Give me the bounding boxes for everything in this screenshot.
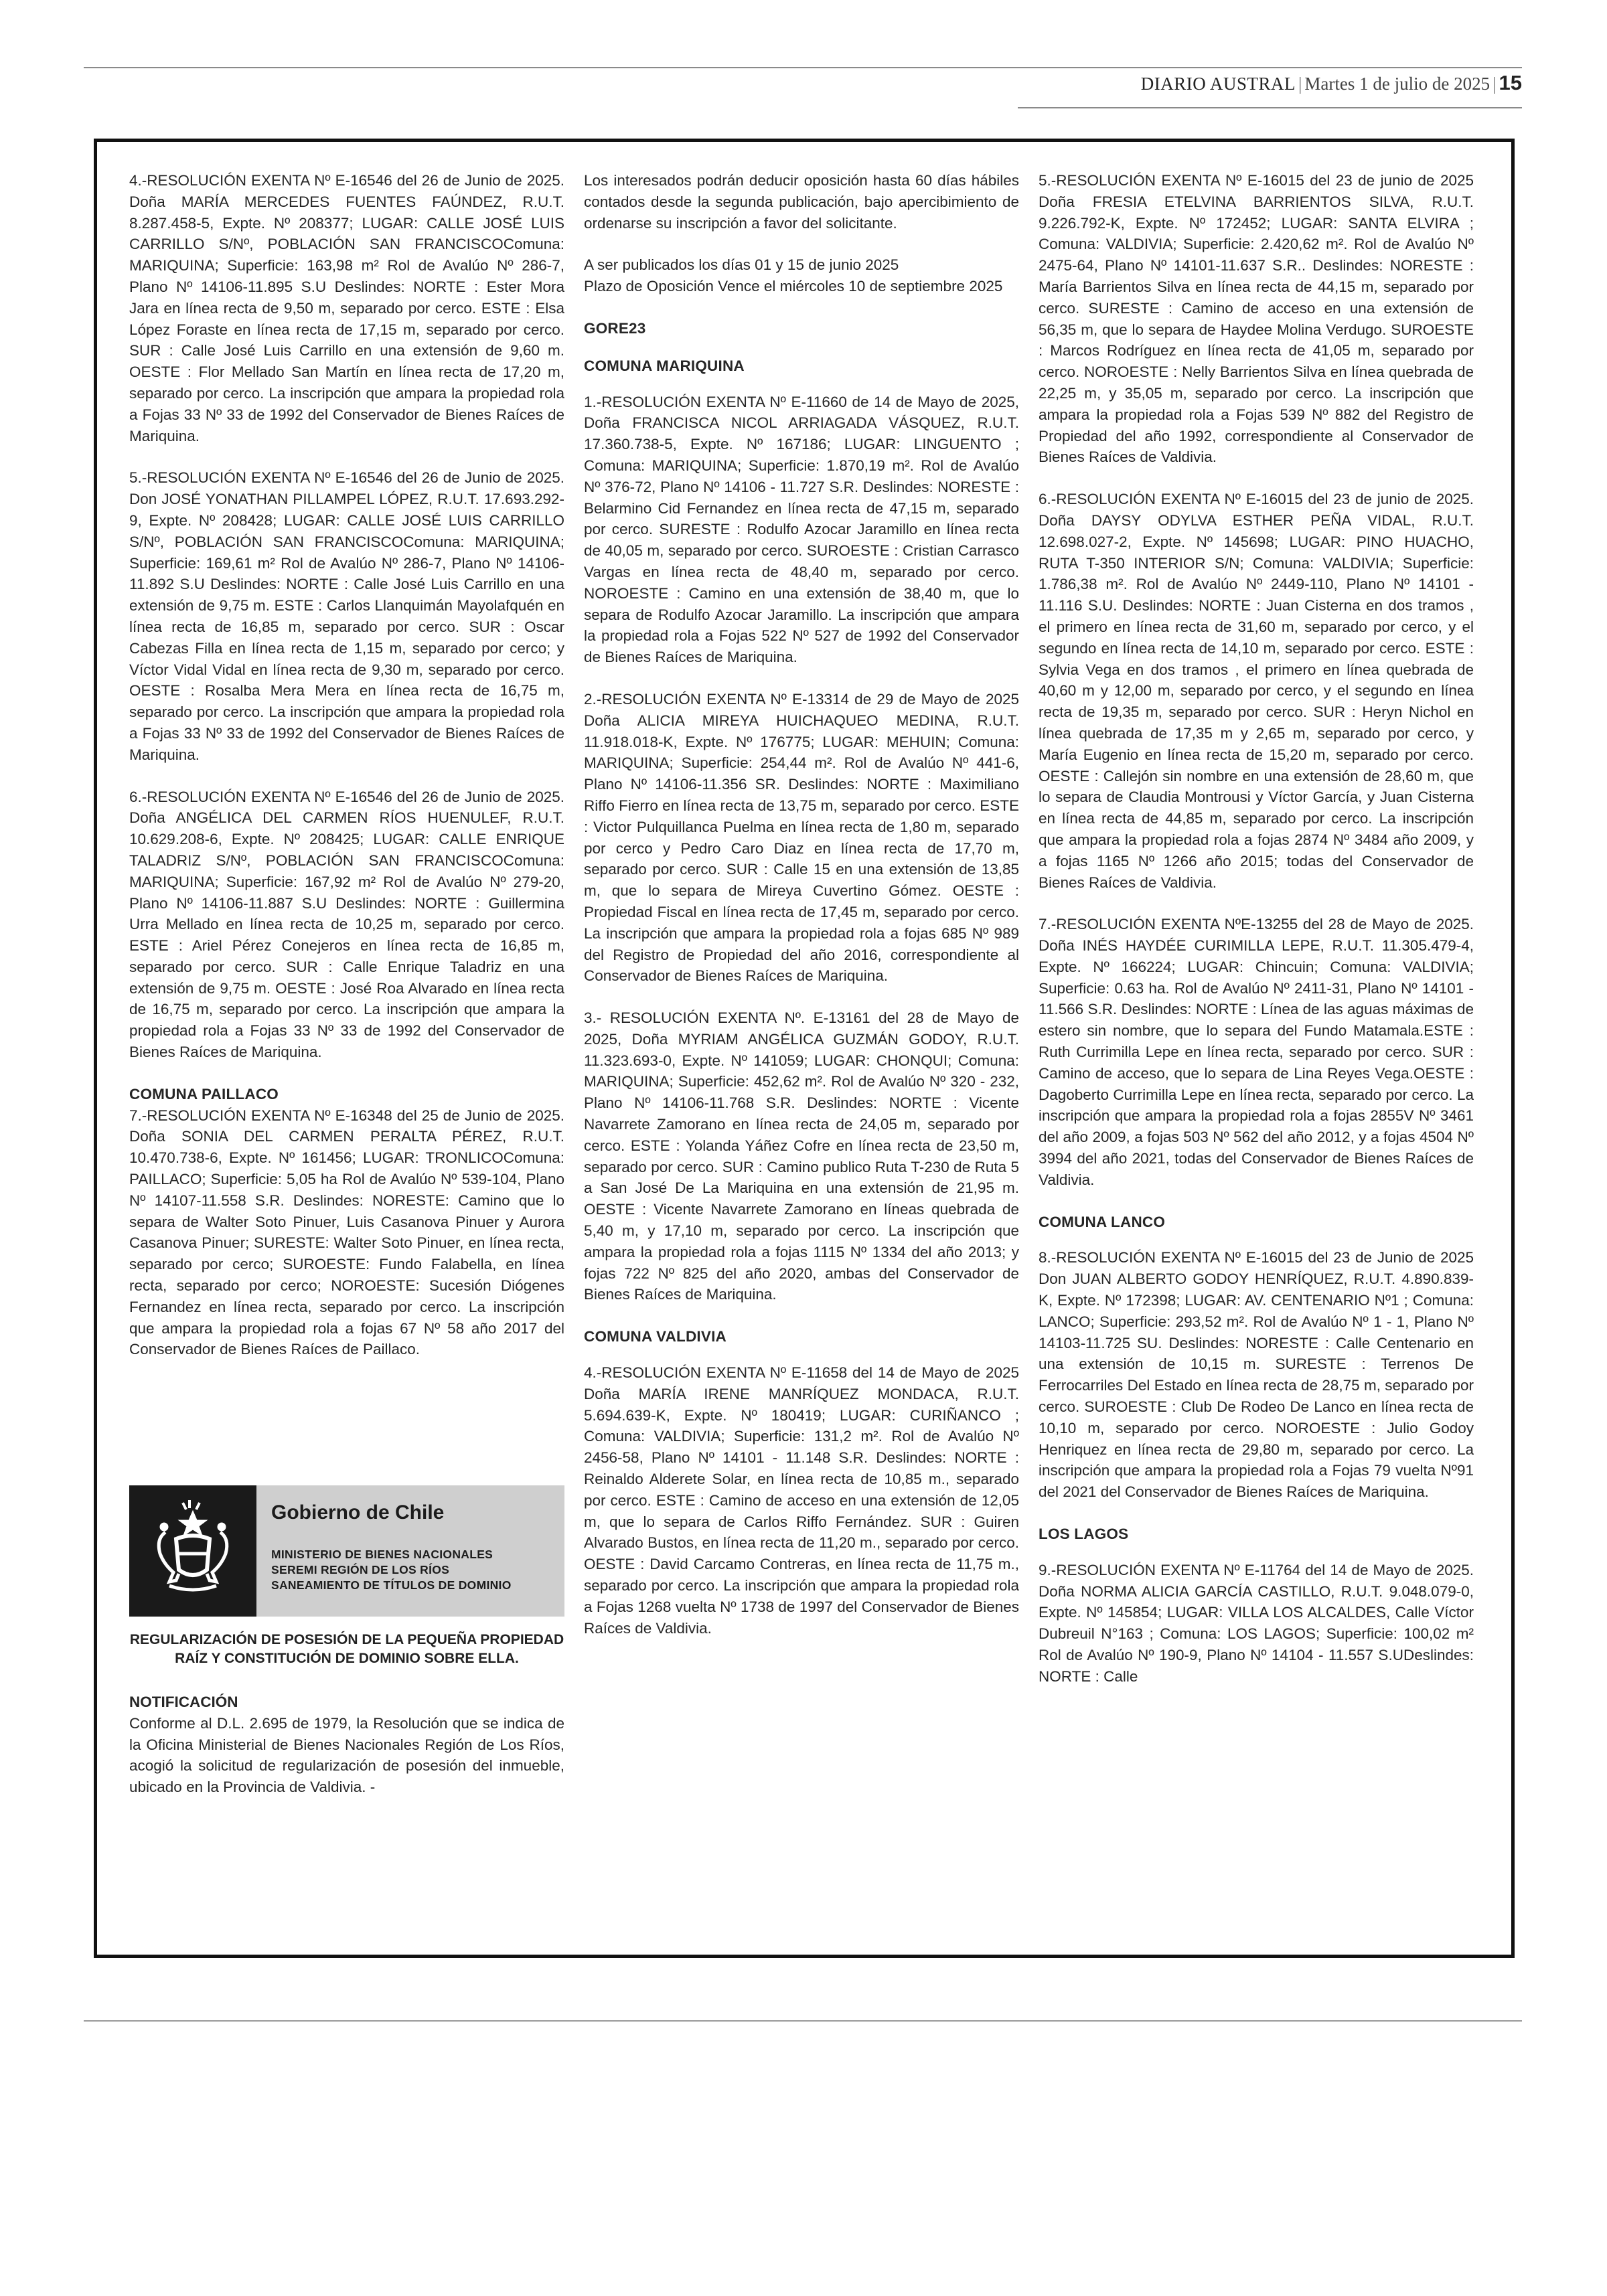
legal-notice-box [94,139,1515,1958]
ministry-line: MINISTERIO DE BIENES NACIONALES [271,1548,493,1561]
resolution-5-valdivia: 5.-RESOLUCIÓN EXENTA Nº E-16015 del 23 de junio de 2025 Doña FRESIA ETELVINA BARRIENTOS SILVA, R.U.T. 9.226.792-K, Expte. Nº 172452; LUGAR: SANTA ELVIRA ; Comuna: VALDIVIA; Superficie: 2.420,62 m². Rol de Avalúo Nº 2475-64, Plano Nº 14101-11.637 S.R.. Deslindes: NORESTE : María Barrientos Silva en línea recta de 44,15 m, separado por cerco. SURESTE : Camino de acceso en una extensión de 56,35 m, que lo separa de Haydee Molina Verdugo. SUROESTE : Marcos Rodríguez en línea recta de 41,05 m, separado por cerco. NOROESTE : Nelly Barrientos Silva en línea quebrada de 22,25 m, y 35,05 m, separado por cerco. La inscripción que ampara la propiedad rola a Fojas 539 Nº 882 del Registro de Propiedad del año 1992, correspondiente al Conservador de Bienes Raíces de Valdivia. [1039,172,1474,466]
top-rule [84,67,1522,68]
resolution-6-valdivia: 6.-RESOLUCIÓN EXENTA Nº E-16015 del 23 de junio de 2025. Doña DAYSY ODYLVA ESTHER PEÑA VIDAL, R.U.T. 12.698.027-2, Expte. Nº 145698; LUGAR: PINO HUACHO, RUTA T-350 INTERIOR S/N; Comuna: VALDIVIA; Superficie: 1.786,38 m². Rol de Avalúo Nº 2449-110, Plano Nº 14101 - 11.116 S.U. Deslindes: NORTE : Juan Cisterna en dos tramos , el primero en línea recta de 31,60 m, separado por cerco, y el segundo en línea recta de 14,10 m, separado por cerco. ESTE : Sylvia Vega en dos tramos , el primero en línea quebrada de 40,60 m y 12,00 m, separado por cerco, y el segundo en línea recta de 19,35 m, separado por cerco. SUR : Heryn Nichol en línea quebrada de 17,35 m y 2,65 m, separado por cerco, y María Eugenio en línea recta de 15,20 m, separado por cerco. OESTE : Callejón sin nombre en una extensión de 28,60 m, que lo separa de Claudia Montrousi y Víctor García, y Juan Cisterna en línea recta de 44,85 m, separado por cerco. La inscripción que ampara la propiedad rola a fojas 2874 Nº 3484 año 2009, y a fojas 1165 Nº 1266 año 2015; todas del Conservador de Bienes Raíces de Valdivia. [1039,491,1474,891]
resolution-1-mariquina: 1.-RESOLUCIÓN EXENTA Nº E-11660 de 14 de Mayo de 2025, Doña FRANCISCA NICOL ARRIAGADA VÁSQUEZ, R.U.T. 17.360.738-5, Expte. Nº 167186; LUGAR: LINGUENTO ; Comuna: MARIQUINA; Superficie: 1.870,19 m². Rol de Avalúo Nº 376-72, Plano Nº 14106 - 11.727 S.R. Deslindes: NORESTE : Belarmino Cid Fernandez en línea recta de 47,15 m, separado por cerco. SURESTE : Rodulfo Azocar Jaramillo en línea recta de 40,05 m, separado por cerco. SUROESTE : Cristian Carrasco Vargas en línea recta de 48,40 m, separado por cerco. NOROESTE : Camino en una extensión de 38,40 m, que lo separa de Rodulfo Azocar Jaramillo. La inscripción que ampara la propiedad rola a Fojas 522 Nº 527 de 1992 del Conservador de Bienes Raíces de Mariquina. [584,393,1019,666]
header-underline [1018,107,1522,108]
government-logo-box [129,1485,564,1617]
notification-section [129,1692,564,1798]
resolution-3-mariquina: 3.- RESOLUCIÓN EXENTA Nº. E-13161 del 28 de Mayo de 2025, Doña MYRIAM ANGÉLICA GUZMÁN GODOY, R.U.T. 11.323.693-0, Expte. Nº 141059; LUGAR: CHONQUI; Comuna: MARIQUINA; Superficie: 452,62 m². Rol de Avalúo Nº 320 - 232, Plano Nº 14106-11.768 S.R. Deslindes: NORTE : Vicente Navarrete Zamorano en línea recta de 24,05 m, separado por cerco. ESTE : Yolanda Yáñez Cofre en línea recta de 23,50 m, separado por cerco. SUR : Camino publico Ruta T-230 de Ruta 5 a San José De La Mariquina en una extensión de 21,95 m. OESTE : Vicente Navarrete Zamorano en líneas quebrada de 5,40 m, y 17,10 m, separado por cerco. La inscripción que ampara la propiedad rola a fojas 1115 Nº 1334 del año 2013; y fojas 722 Nº 825 del año 2020, ambas del Conservador de Bienes Raíces de Mariquina. [584,1009,1019,1303]
section-heading-los-lagos: LOS LAGOS [1039,1526,1129,1543]
government-text-panel [256,1485,564,1617]
program-line: SANEAMIENTO DE TÍTULOS DE DOMINIO [271,1578,512,1592]
notification-heading: NOTIFICACIÓN [129,1694,238,1710]
resolution-2-mariquina: 2.-RESOLUCIÓN EXENTA Nº E-13314 de 29 de Mayo de 2025 Doña ALICIA MIREYA HUICHAQUEO MEDINA, R.U.T. 11.918.018-K, Expte. Nº 176775; LUGAR: MEHUIN; Comuna: MARIQUINA; Superficie: 254,44 m². Rol de Avalúo Nº 441-6, Plano Nº 14106-11.356 SR. Deslindes: NORTE : Maximiliano Riffo Fierro en línea recta de 13,75 m, separado por cerco. ESTE : Victor Pulquillanca Puelma en línea recta de 1,80 m, separado por cerco y Pedro Caro Diaz en línea recta de 17,70 m, separado por cerco. SUR : Calle 15 en una extensión de 13,85 m, que lo separa de Mireya Cuvertino Gómez. OESTE : Propiedad Fiscal en línea recta de 17,45 m, separado por cerco. La inscripción que ampara la propiedad rola a fojas 685 Nº 989 del Registro de Propiedad del año 2016, correspondiente al Conservador de Bienes Raíces de Mariquina. [584,690,1019,985]
publication-name: DIARIO AUSTRAL [1140,74,1296,94]
column-2 [584,170,1019,1659]
publication-dates: A ser publicados los días 01 y 15 de junio 2025 [584,256,899,274]
section-heading-valdivia: COMUNA VALDIVIA [584,1328,726,1345]
header-separator: | [1298,74,1302,94]
resolution-4: 4.-RESOLUCIÓN EXENTA Nº E-16546 del 26 de Junio de 2025. Doña MARÍA MERCEDES FUENTES FAÚNDEZ, R.U.T. 8.287.458-5, Expte. Nº 208377; LUGAR: CALLE JOSÉ LUIS CARRILLO S/Nº, POBLACIÓN SAN FRANCISCOComuna: MARIQUINA; Superficie: 163,98 m² Rol de Avalúo Nº 286-7, Plano Nº 14106-11.895 S.U Deslindes: NORTE : Ester Mora Jara en línea recta de 9,50 m, separado por cerco. ESTE : Elsa López Foraste en línea recta de 17,15 m, separado por cerco. SUR : Calle José Luis Carrillo en una extensión de 9,60 m. OESTE : Flor Mellado San Martín en línea recta de 17,20 m, separado por cerco. La inscripción que ampara la propiedad rola a Fojas 33 Nº 33 de 1992 del Conservador de Bienes Raíces de Mariquina. [129,172,564,444]
bottom-rule [84,2020,1522,2022]
resolution-7-valdivia: 7.-RESOLUCIÓN EXENTA NºE-13255 del 28 de Mayo de 2025. Doña INÉS HAYDÉE CURIMILLA LEPE, R.U.T. 11.305.479-4, Expte. Nº 166224; LUGAR: Chincuin; Comuna: VALDIVIA; Superficie: 0.63 ha. Rol de Avalúo Nº 2411-31, Plano Nº 14101 - 11.566 S.R. Deslindes: NORTE : Línea de las aguas máximas de estero sin nombre, que lo separa del Fundo Matamala.ESTE : Ruth Currimilla Lepe en línea recta, separado por cerco. SUR : Camino de acceso, que lo separa de Lina Reyes Vega.OESTE : Dagoberto Currimilla Lepe en línea recta, separado por cerco. La inscripción que ampara la propiedad rola a fojas 2855V Nº 3461 del año 2009, a fojas 503 Nº 562 del año 2012, y a fojas 4504 Nº 3994 del año 2021, todas del Conservador de Bienes Raíces de Valdivia. [1039,916,1474,1188]
resolution-4-valdivia: 4.-RESOLUCIÓN EXENTA Nº E-11658 del 14 de Mayo de 2025 Doña MARÍA IRENE MANRÍQUEZ MONDACA, R.U.T. 5.694.639-K, Expte. Nº 180419; LUGAR: CURIÑANCO ; Comuna: VALDIVIA; Superficie: 131,2 m². Rol de Avalúo Nº 2456-58, Plano Nº 14101 - 11.148 S.R. Deslindes: NORTE : Reinaldo Alderete Solar, en línea recta de 10,85 m., separado por cerco. ESTE : Camino de acceso en una extensión de 12,05 m, que lo separa de Carlos Riffo Fernández. SUR : Guiren Alvarado Bustos, en línea recta de 11,20 m., separado por cerco. OESTE : David Carcamo Contreras, en línea recta de 11,75 m., separado por cerco. La inscripción que ampara la propiedad rola a Fojas 1268 vuelta Nº 1738 de 1997 del Conservador de Bienes Raíces de Valdivia. [584,1364,1019,1637]
opposition-notice: Los interesados podrán deducir oposición hasta 60 días hábiles contados desde la segunda publicación, bajo apercibimiento de ordenarse su inscripción a favor del solicitante. [584,172,1019,232]
resolution-9-los-lagos: 9.-RESOLUCIÓN EXENTA Nº E-11764 del 14 de Mayo de 2025. Doña NORMA ALICIA GARCÍA CASTILLO, R.U.T. 9.048.079-0, Expte. Nº 145854; LUGAR: VILLA LOS ALCALDES, Calle Víctor Dubreuil N°163 ; Comuna: LOS LAGOS; Superficie: 100,02 m² Rol de Avalúo Nº 190-9, Plano Nº 14104 - 11.557 S.UDeslindes: NORTE : Calle [1039,1561,1474,1685]
opposition-deadline: Plazo de Oposición Vence el miércoles 10 de septiembre 2025 [584,278,1003,295]
publication-date: Martes 1 de julio de 2025 [1304,74,1490,94]
section-heading-paillaco: COMUNA PAILLACO [129,1085,279,1102]
seremi-line: SEREMI REGIÓN DE LOS RÍOS [271,1563,450,1576]
notification-text: Conforme al D.L. 2.695 de 1979, la Resolución que se indica de la Oficina Ministerial de Bienes Nacionales Región de Los Ríos, acogió la solicitud de regularización de posesión del inmueble, ubicado en la Provincia de Valdivia. - [129,1714,564,1796]
section-heading-lanco: COMUNA LANCO [1039,1213,1166,1230]
resolution-8-lanco: 8.-RESOLUCIÓN EXENTA Nº E-16015 del 23 de Junio de 2025 Don JUAN ALBERTO GODOY HENRÍQUEZ, R.U.T. 4.890.839-K, Expte. Nº 172398; LUGAR: AV. CENTENARIO Nº1 ; Comuna: LANCO; Superficie: 293,52 m². Rol de Avalúo Nº 1 - 1, Plano Nº 14103-11.725 SU. Deslindes: NORESTE : Calle Centenario en una extensión de 10,15 m. SURESTE : Terrenos De Ferrocarriles Del Estado en línea recta de 28,75 m, separado por cerco. SUROESTE : Club De Rodeo De Lanco en línea recta de 10,10 m, separado por cerco. NOROESTE : Julio Godoy Henriquez en línea recta de 29,80 m, separado por cerco. La inscripción que ampara la propiedad rola a Fojas 79 vuelta Nº91 del 2021 del Conservador de Bienes Raíces de Mariquina. [1039,1249,1474,1501]
chile-coat-of-arms-icon [129,1485,256,1617]
section-heading-gore: GORE23 [584,319,646,337]
page-header [1141,70,1522,96]
government-title: Gobierno de Chile [271,1501,445,1524]
column-3 [1039,170,1474,1708]
page-number: 15 [1499,71,1522,94]
section-heading-mariquina: COMUNA MARIQUINA [584,357,745,374]
header-separator-2: | [1493,74,1497,94]
regularization-title: REGULARIZACIÓN DE POSESIÓN DE LA PEQUEÑA PROPIEDAD RAÍZ Y CONSTITUCIÓN DE DOMINIO SOBRE ELLA. [129,1632,564,1666]
resolution-7-paillaco: 7.-RESOLUCIÓN EXENTA Nº E-16348 del 25 de Junio de 2025. Doña SONIA DEL CARMEN PERALTA PÉREZ, R.U.T. 10.470.738-6, Expte. Nº 161456; LUGAR: TRONLICOComuna: PAILLACO; Superficie: 5,05 ha Rol de Avalúo Nº 539-104, Plano Nº 14107-11.558 S.R. Deslindes: NORESTE: Camino que lo separa de Walter Soto Pinuer, Luis Casanova Pinuer y Aurora Casanova Pinuer; SURESTE: Walter Soto Pinuer, en línea recta, separado por cerco; SUROESTE: Fundo Falabella, en línea recta, separado por cerco; NOROESTE: Sucesión Diógenes Fernandez en línea recta, separado por cerco. La inscripción que ampara la propiedad rola a fojas 67 Nº 58 año 2017 del Conservador de Bienes Raíces de Paillaco. [129,1106,564,1358]
column-1 [129,170,564,1381]
resolution-5: 5.-RESOLUCIÓN EXENTA Nº E-16546 del 26 de Junio de 2025. Don JOSÉ YONATHAN PILLAMPEL LÓPEZ, R.U.T. 17.693.292-9, Expte. Nº 208428; LUGAR: CALLE JOSÉ LUIS CARRILLO S/Nº, POBLACIÓN SAN FRANCISCOComuna: MARIQUINA; Superficie: 169,61 m² Rol de Avalúo Nº 286-7, Plano Nº 14106-11.892 S.U Deslindes: NORTE : Calle José Luis Carrillo en una extensión de 9,75 m. ESTE : Carlos Llanquimán Mayolafquén en línea recta de 16,85 m, separado por cerco. SUR : Oscar Cabezas Filla en línea recta de 1,15 m, separado por cerco; y Víctor Vidal Vidal en línea recta de 9,30 m, separado por cerco. OESTE : Rosalba Mera Mera en línea recta de 16,75 m, separado por cerco. La inscripción que ampara la propiedad rola a Fojas 33 Nº 33 de 1992 del Conservador de Bienes Raíces de Mariquina. [129,469,564,763]
resolution-6: 6.-RESOLUCIÓN EXENTA Nº E-16546 del 26 de Junio de 2025. Doña ANGÉLICA DEL CARMEN RÍOS HUENULEF, R.U.T. 10.629.208-6, Expte. Nº 208425; LUGAR: CALLE ENRIQUE TALADRIZ S/Nº, POBLACIÓN SAN FRANCISCOComuna: MARIQUINA; Superficie: 167,92 m² Rol de Avalúo Nº 279-20, Plano Nº 14106-11.887 S.U Deslindes: NORTE : Guillermina Urra Mellado en línea recta de 10,25 m, separado por cerco. ESTE : Ariel Pérez Conejeros en línea recta de 16,85 m, separado por cerco. SUR : Calle Enrique Taladriz en una extensión de 9,75 m. OESTE : José Roa Alvarado en línea recta de 16,75 m, separado por cerco. La inscripción que ampara la propiedad rola a Fojas 33 Nº 33 de 1992 del Conservador de Bienes Raíces de Mariquina. [129,788,564,1061]
